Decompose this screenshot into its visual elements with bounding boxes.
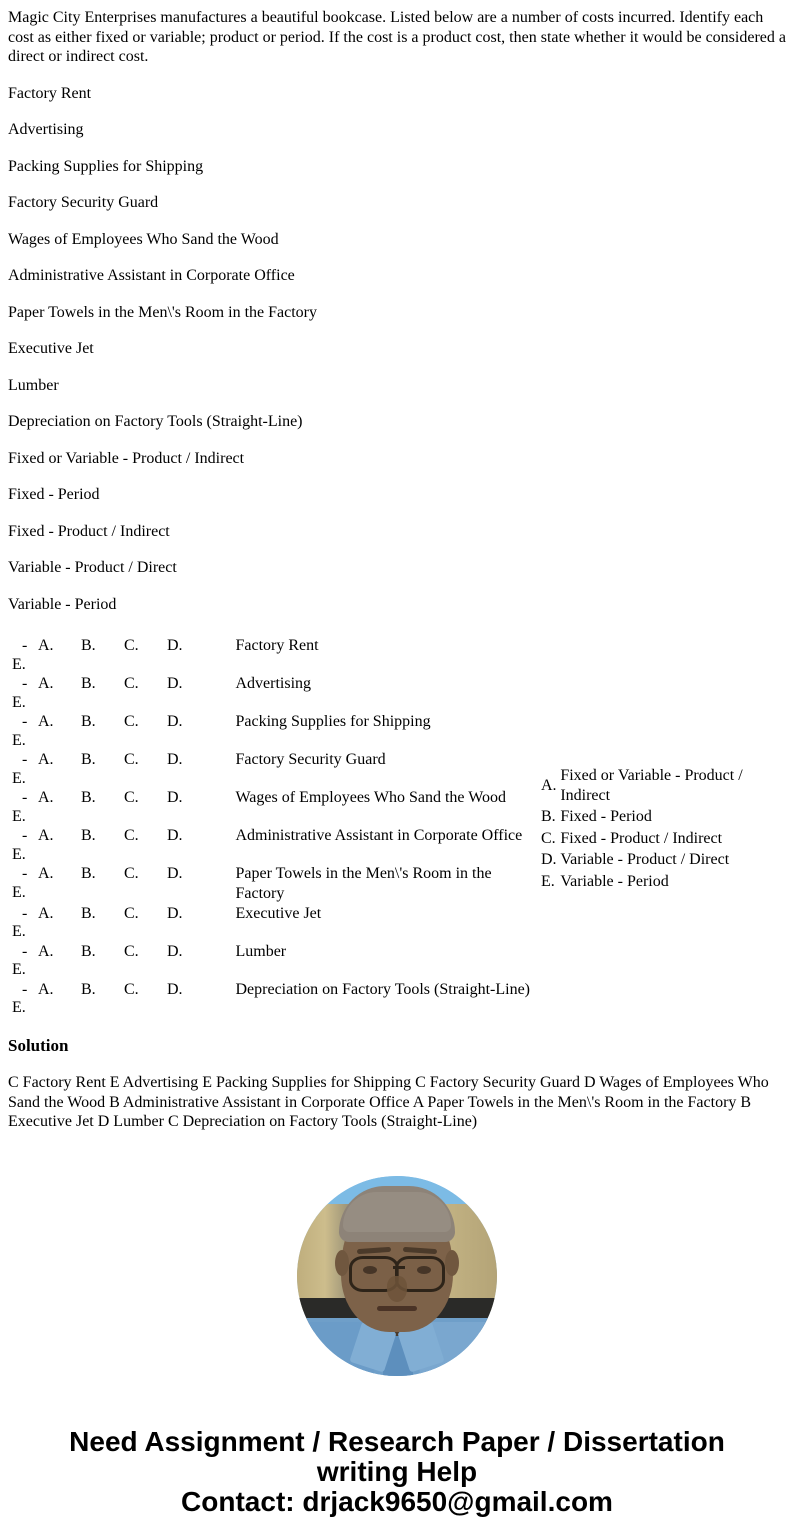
legend-key: B. <box>541 808 556 826</box>
option-e[interactable]: E. <box>12 999 26 1017</box>
option-cell[interactable] <box>0 942 235 980</box>
option-cell[interactable] <box>0 864 235 903</box>
table-row <box>0 712 540 750</box>
option-d[interactable]: D. <box>167 675 183 693</box>
option-b[interactable]: B. <box>81 789 96 807</box>
answer-key-legend <box>541 766 786 893</box>
option-dash[interactable]: - <box>22 751 28 769</box>
option-cell[interactable] <box>0 750 235 788</box>
option-group <box>0 943 235 980</box>
option-d[interactable]: D. <box>167 713 183 731</box>
table-row <box>0 864 540 903</box>
option-d[interactable]: D. <box>167 942 183 960</box>
matching-table-body <box>0 636 540 1017</box>
legend-row <box>541 872 786 894</box>
option-c[interactable]: C. <box>124 675 139 693</box>
legend-table <box>541 766 786 893</box>
matching-item-label: Paper Towels in the Men\'s Room in the Factory <box>235 865 492 902</box>
avatar-nose <box>387 1276 407 1302</box>
option-cell[interactable] <box>0 904 235 942</box>
option-b[interactable]: B. <box>81 980 96 998</box>
footer-line-2: writing Help <box>316 1455 478 1487</box>
legend-row <box>541 850 786 872</box>
legend-key: D. <box>541 851 557 869</box>
option-cell[interactable] <box>0 788 235 826</box>
option-a[interactable]: A. <box>38 713 54 731</box>
option-e[interactable]: E. <box>12 731 26 749</box>
avatar-ear-right <box>445 1250 459 1276</box>
option-c[interactable]: C. <box>124 827 139 845</box>
option-e[interactable]: E. <box>12 961 26 979</box>
option-a[interactable]: A. <box>38 865 54 883</box>
matching-item-label: Advertising <box>235 675 312 693</box>
option-dash[interactable]: - <box>22 789 28 807</box>
option-group <box>0 905 235 942</box>
matching-item-label: Administrative Assistant in Corporate Office <box>235 827 523 845</box>
option-a[interactable]: A. <box>38 980 54 998</box>
option-cell[interactable] <box>0 674 235 712</box>
option-group <box>0 865 235 902</box>
option-group <box>0 827 235 864</box>
option-e[interactable]: E. <box>12 655 26 673</box>
option-a[interactable]: A. <box>38 637 54 655</box>
legend-value: Variable - Period <box>560 872 669 890</box>
option-group <box>0 675 235 712</box>
option-c[interactable]: C. <box>124 980 139 998</box>
cost-item: Paper Towels in the Men\'s Room in the Factory <box>8 303 317 321</box>
option-a[interactable]: A. <box>38 751 54 769</box>
legend-table-body <box>541 766 786 893</box>
legend-value: Fixed - Period <box>560 808 652 826</box>
cost-item: Advertising <box>8 121 84 139</box>
option-group <box>0 981 235 1018</box>
option-d[interactable]: D. <box>167 789 183 807</box>
cost-item-list <box>0 67 794 615</box>
footer-promo <box>0 1381 794 1518</box>
solution-heading: Solution <box>8 1035 69 1055</box>
option-e[interactable]: E. <box>12 845 26 863</box>
cost-item: Administrative Assistant in Corporate Office <box>8 267 295 285</box>
table-row <box>0 826 540 864</box>
option-b[interactable]: B. <box>81 942 96 960</box>
matching-item-label: Packing Supplies for Shipping <box>235 713 431 731</box>
option-b[interactable]: B. <box>81 827 96 845</box>
option-b[interactable]: B. <box>81 865 96 883</box>
legend-value: Variable - Product / Direct <box>560 851 730 869</box>
option-b[interactable]: B. <box>81 713 96 731</box>
option-a[interactable]: A. <box>38 789 54 807</box>
option-a[interactable]: A. <box>38 942 54 960</box>
option-c[interactable]: C. <box>124 751 139 769</box>
cost-item: Factory Rent <box>8 84 92 102</box>
avatar-glasses-bridge <box>393 1266 405 1269</box>
classification-item: Fixed - Product / Indirect <box>8 522 170 540</box>
footer-line-3: Contact: drjack9650@gmail.com <box>181 1486 613 1517</box>
option-cell[interactable] <box>0 712 235 750</box>
table-row <box>0 904 540 942</box>
matching-item-label: Factory Rent <box>235 637 319 655</box>
matching-item-label: Lumber <box>235 942 287 960</box>
option-c[interactable]: C. <box>124 904 139 922</box>
legend-key: E. <box>541 872 555 890</box>
cost-item: Factory Security Guard <box>8 194 159 212</box>
option-e[interactable]: E. <box>12 769 26 787</box>
option-a[interactable]: A. <box>38 675 54 693</box>
option-d[interactable]: D. <box>167 751 183 769</box>
table-row <box>0 636 540 674</box>
option-dash[interactable]: - <box>22 637 28 655</box>
option-d[interactable]: D. <box>167 980 183 998</box>
matching-exercise <box>0 636 794 1017</box>
matching-item-label: Depreciation on Factory Tools (Straight-Line) <box>235 980 530 998</box>
option-d[interactable]: D. <box>167 637 183 655</box>
legend-value: Fixed or Variable - Product / Indirect <box>560 767 743 804</box>
option-group <box>0 713 235 750</box>
option-e[interactable]: E. <box>12 807 26 825</box>
option-group <box>0 789 235 826</box>
cost-item: Executive Jet <box>8 340 94 358</box>
option-cell[interactable] <box>0 980 235 1018</box>
classification-item: Fixed - Period <box>8 486 100 504</box>
option-cell[interactable] <box>0 826 235 864</box>
option-c[interactable]: C. <box>124 713 139 731</box>
cost-item: Wages of Employees Who Sand the Wood <box>8 230 279 248</box>
option-b[interactable]: B. <box>81 637 96 655</box>
option-c[interactable]: C. <box>124 789 139 807</box>
option-dash[interactable]: - <box>22 827 28 845</box>
option-dash[interactable]: - <box>22 942 28 960</box>
option-c[interactable]: C. <box>124 865 139 883</box>
option-b[interactable]: B. <box>81 675 96 693</box>
cost-item: Depreciation on Factory Tools (Straight-Line) <box>8 413 303 431</box>
option-b[interactable]: B. <box>81 904 96 922</box>
option-cell[interactable] <box>0 636 235 674</box>
option-e[interactable]: E. <box>12 883 26 901</box>
option-group <box>0 751 235 788</box>
legend-key: A. <box>541 777 557 795</box>
option-d[interactable]: D. <box>167 904 183 922</box>
avatar <box>297 1176 497 1376</box>
classification-item: Fixed or Variable - Product / Indirect <box>8 449 245 467</box>
legend-row <box>541 829 786 851</box>
avatar-ear-left <box>335 1250 349 1276</box>
option-c[interactable]: C. <box>124 637 139 655</box>
option-dash[interactable]: - <box>22 675 28 693</box>
option-dash[interactable]: - <box>22 980 28 998</box>
table-row <box>0 788 540 826</box>
footer-line-1: Need Assignment / Research Paper / Dissertation <box>69 1425 725 1457</box>
intro-paragraph: Magic City Enterprises manufactures a beautiful bookcase. Listed below are a number of costs incurred. Identify each cost as either fixed or variable; product or period. If the cost is a product cost, then state whether it would be considered a direct or indirect cost. <box>8 9 786 66</box>
option-e[interactable]: E. <box>12 693 26 711</box>
legend-row <box>541 766 786 807</box>
avatar-container <box>0 1132 794 1381</box>
solution-body: C Factory Rent E Advertising E Packing Supplies for Shipping C Factory Security Guard D Wages of Employees Who Sand the Wood B Administrative Assistant in Corporate Office A Paper Towels in the Men\'s Room in the Factory B Executive Jet D Lumber C Depreciation on Factory Tools (Straight-Line) <box>8 1073 769 1131</box>
classification-item: Variable - Product / Direct <box>8 559 177 577</box>
table-row <box>0 942 540 980</box>
option-e[interactable]: E. <box>12 923 26 941</box>
option-dash[interactable]: - <box>22 904 28 922</box>
cost-item: Packing Supplies for Shipping <box>8 157 204 175</box>
cost-item: Lumber <box>8 376 59 394</box>
avatar-hair-highlight <box>343 1192 451 1232</box>
option-a[interactable]: A. <box>38 904 54 922</box>
matching-table <box>0 636 540 1017</box>
option-b[interactable]: B. <box>81 751 96 769</box>
table-row <box>0 750 540 788</box>
matching-item-label: Wages of Employees Who Sand the Wood <box>235 789 507 807</box>
option-d[interactable]: D. <box>167 865 183 883</box>
matching-item-label: Executive Jet <box>235 904 322 922</box>
legend-row <box>541 807 786 829</box>
legend-key: C. <box>541 829 556 847</box>
option-a[interactable]: A. <box>38 827 54 845</box>
classification-item: Variable - Period <box>8 595 117 613</box>
legend-value: Fixed - Product / Indirect <box>560 829 723 847</box>
option-dash[interactable]: - <box>22 713 28 731</box>
option-group <box>0 637 235 674</box>
avatar-mouth <box>377 1306 417 1311</box>
option-c[interactable]: C. <box>124 942 139 960</box>
option-d[interactable]: D. <box>167 827 183 845</box>
table-row <box>0 980 540 1018</box>
table-row <box>0 674 540 712</box>
option-dash[interactable]: - <box>22 865 28 883</box>
matching-item-label: Factory Security Guard <box>235 751 386 769</box>
